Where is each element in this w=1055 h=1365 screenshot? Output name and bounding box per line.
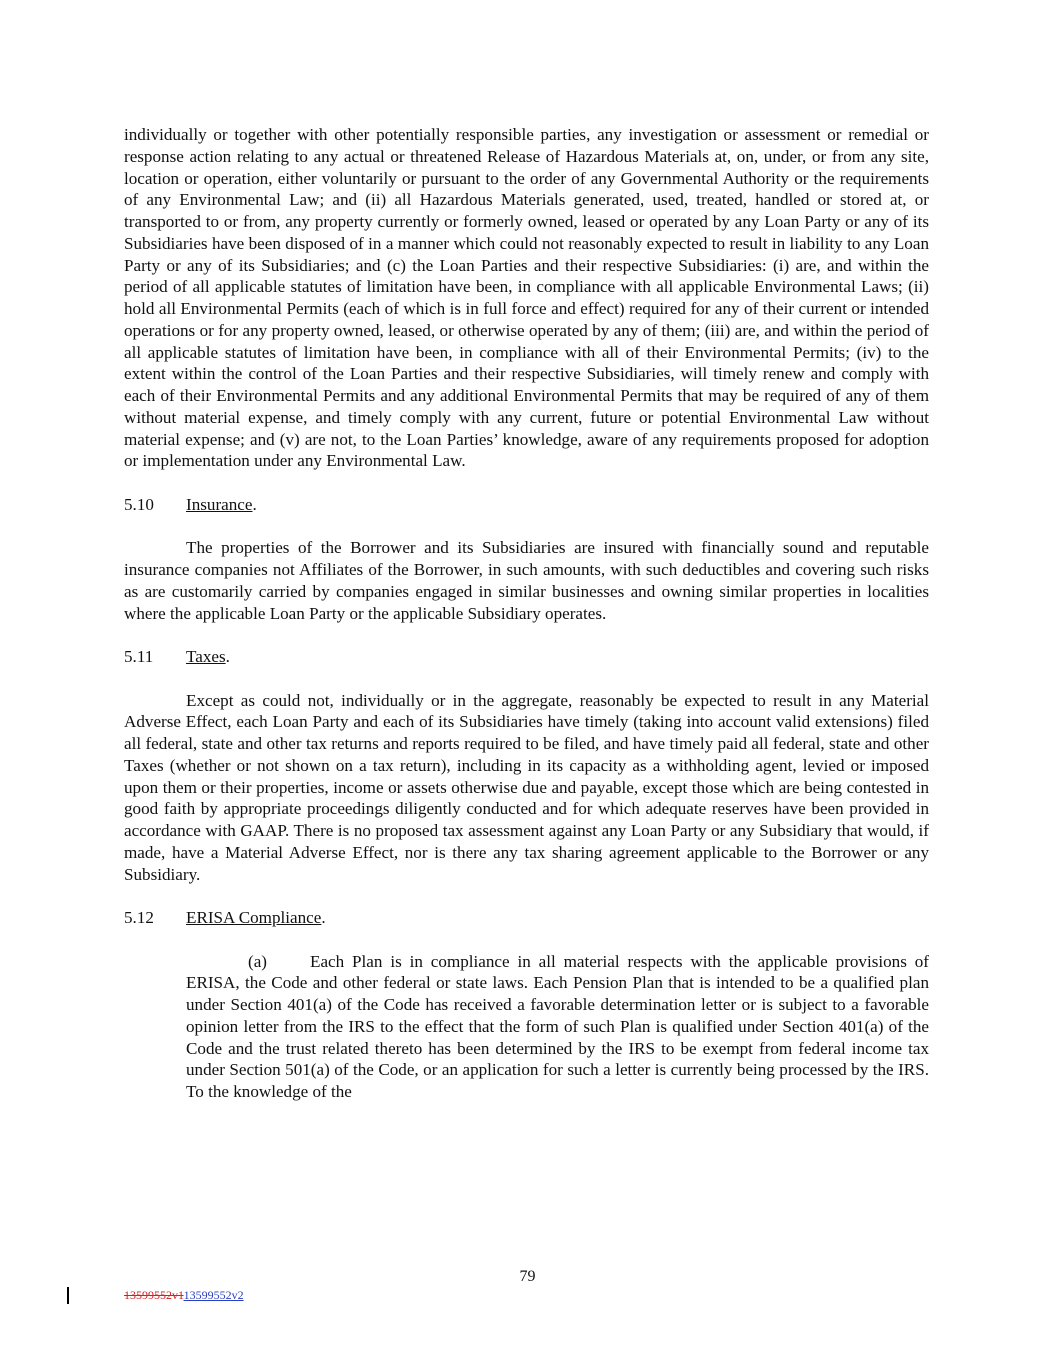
section-title: Insurance. [186,494,257,514]
section-number: 5.12 [124,908,154,927]
section-heading-erisa [124,907,929,929]
section-heading-taxes [124,646,929,668]
section-number: 5.11 [124,647,154,666]
section-body-taxes: Except as could not, individually or in the aggregate, reasonably be expected to result in any Material Adverse Effect, each Loan Party and each of its Subsidiaries have timely (taking into account valid extensions) filed all federal, state and other tax returns and reports required to be filed, and have timely paid all federal, state and other Taxes (whether or not shown on a tax return), including in its capacity as a withholding agent, levied or imposed upon them or their properties, income or assets otherwise due and payable, except those which are being contested in good faith by appropriate proceedings diligently conducted and for which adequate reserves have been provided in accordance with GAAP. There is no proposed tax assessment against any Loan Party or any Subsidiary that would, if made, have a Material Adverse Effect, nor is there any tax sharing agreement applicable to the Borrower or any Subsidiary. [124,690,929,884]
document-id-old: 13599552v1 [124,1288,184,1302]
section-number: 5.10 [124,494,154,514]
document-body [124,124,929,1103]
document-id-new: 13599552v2 [183,1288,244,1302]
continued-paragraph: individually or together with other potentially responsible parties, any investigation or assessment or remedial or response action relating to any actual or threatened Release of Hazardous Materials at, on, under, or from any site, location or operation, either voluntarily or pursuant to the order of any Governmental Authority or the requirements of any Environmental Law; and (ii) all Hazardous Materials generated, used, treated, handled or stored at, or transported to or from, any property currently or formerly owned, leased or operated by any Loan Party or any of its Subsidiaries have been disposed of in a manner which could not reasonably expected to result in liability to any Loan Party or any of its Subsidiaries; and (c) the Loan Parties and their respective Subsidiaries: (i) are, and within the period of all applicable statutes of limitation have been, in compliance with all applicable Environmental Laws; (ii) hold all Environmental Permits (each of which is in full force and effect) required for any of their current or intended operations or for any property owned, leased, or otherwise operated by any of them; (iii) are, and within the period of all applicable statutes of limitation have been, in compliance with all of their Environmental Permits; (iv) to the extent within the control of the Loan Parties and their respective Subsidiaries, will timely renew and comply with each of their Environmental Permits and any additional Environmental Permits that may be required of any of them without material expense, and timely comply with any current, future or potential Environmental Law without material expense; and (v) are not, to the Loan Parties’ knowledge, aware of any requirements proposed for adoption or implementation under any Environmental Law. [124,125,929,471]
section-title: Taxes. [186,647,230,666]
subsection-a [186,951,929,1103]
section-heading-insurance [124,494,929,516]
document-id [124,1288,244,1303]
subsection-label: (a) [248,951,267,971]
section-title: ERISA Compliance. [186,908,326,927]
page-number: 79 [519,1268,536,1285]
section-body-insurance: The properties of the Borrower and its Subsidiaries are insured with financially sound and reputable insurance companies not Affiliates of the Borrower, in such amounts, with such deductibles and covering such risks as are customarily carried by companies engaged in similar businesses and owning similar properties in localities where the applicable Loan Party or the applicable Subsidiary operates. [124,538,929,623]
change-bar [67,1287,69,1304]
subsection-body: Each Plan is in compliance in all material respects with the applicable provisions of ERISA, the Code and other federal or state laws. Each Pension Plan that is intended to be a qualified plan under Section 401(a) of the Code has received a favorable determination letter or is subject to a favorable opinion letter from the IRS to the effect that the form of such Plan is qualified under Section 401(a) of the Code and the trust related thereto has been determined by the IRS to be exempt from federal income tax under Section 501(a) of the Code, or an application for such a letter is currently being processed by the IRS. To the knowledge of the [186,951,929,1101]
